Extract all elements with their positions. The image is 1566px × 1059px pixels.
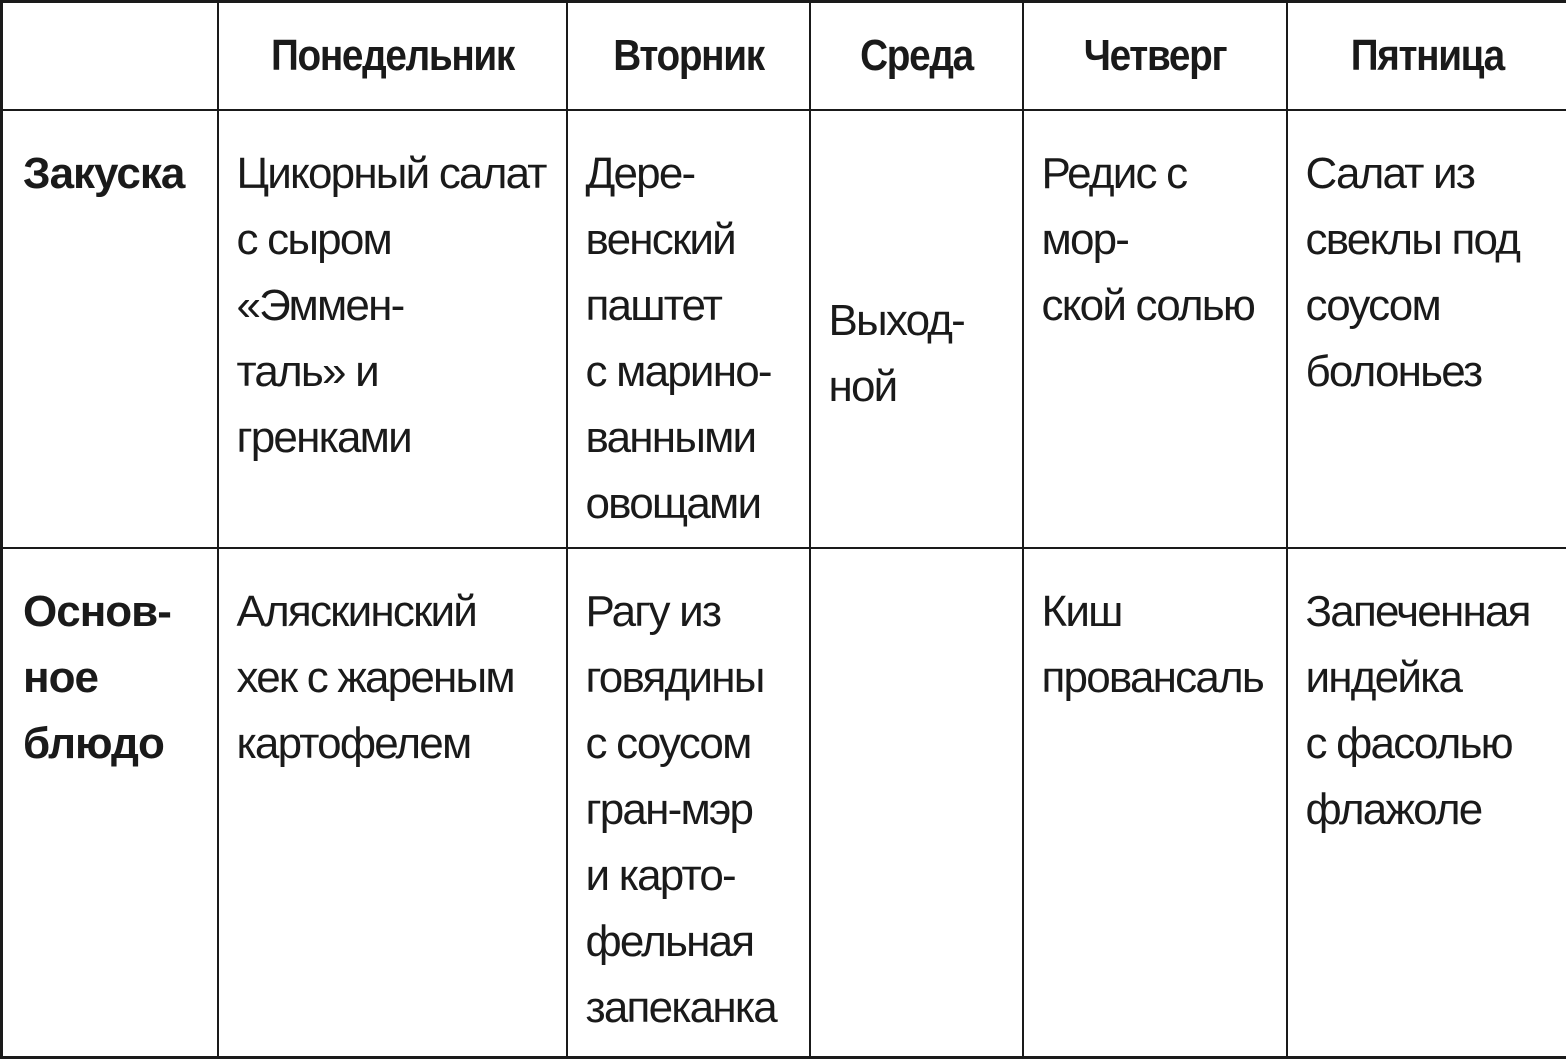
- day-header-thursday: Четверг: [1038, 2, 1270, 110]
- day-off-text: Выход- ной: [829, 268, 1016, 420]
- row-label-starter: Закуска: [2, 110, 218, 548]
- cell-main-monday: Аляскинский хек с жареным картофелем: [218, 548, 567, 1058]
- table-row-main-course: [2, 548, 1566, 1058]
- day-header-friday: Пятница: [1303, 2, 1550, 110]
- row-label-main-course: Основ- ное блюдо: [2, 548, 218, 1058]
- cell-main-tuesday: Рагу из говядины с соусом гран-мэр и карто- фельная запеканка: [567, 548, 810, 1058]
- cell-starter-monday: Цикорный салат с сыром «Эммен- таль» и гренками: [218, 110, 567, 548]
- day-header-wednesday: Среда: [822, 2, 1009, 110]
- cell-starter-tuesday: Дере- венский паштет с марино- ванными овощами: [567, 110, 810, 548]
- table-row-starter: [2, 110, 1566, 548]
- cell-main-friday: Запеченная индейка с фасолью флажоле: [1287, 548, 1566, 1058]
- day-header-monday: Понедельник: [238, 2, 545, 110]
- day-header-tuesday: Вторник: [581, 2, 795, 110]
- cell-main-thursday: Киш провансаль: [1023, 548, 1287, 1058]
- cell-main-wednesday: [810, 548, 1023, 1058]
- cell-starter-wednesday: [810, 110, 1023, 548]
- header-row: [2, 2, 1566, 110]
- cell-starter-friday: Салат из свеклы под соусом болоньез: [1287, 110, 1566, 548]
- cell-starter-thursday: Редис с мор- ской солью: [1023, 110, 1287, 548]
- corner-cell: [2, 2, 218, 110]
